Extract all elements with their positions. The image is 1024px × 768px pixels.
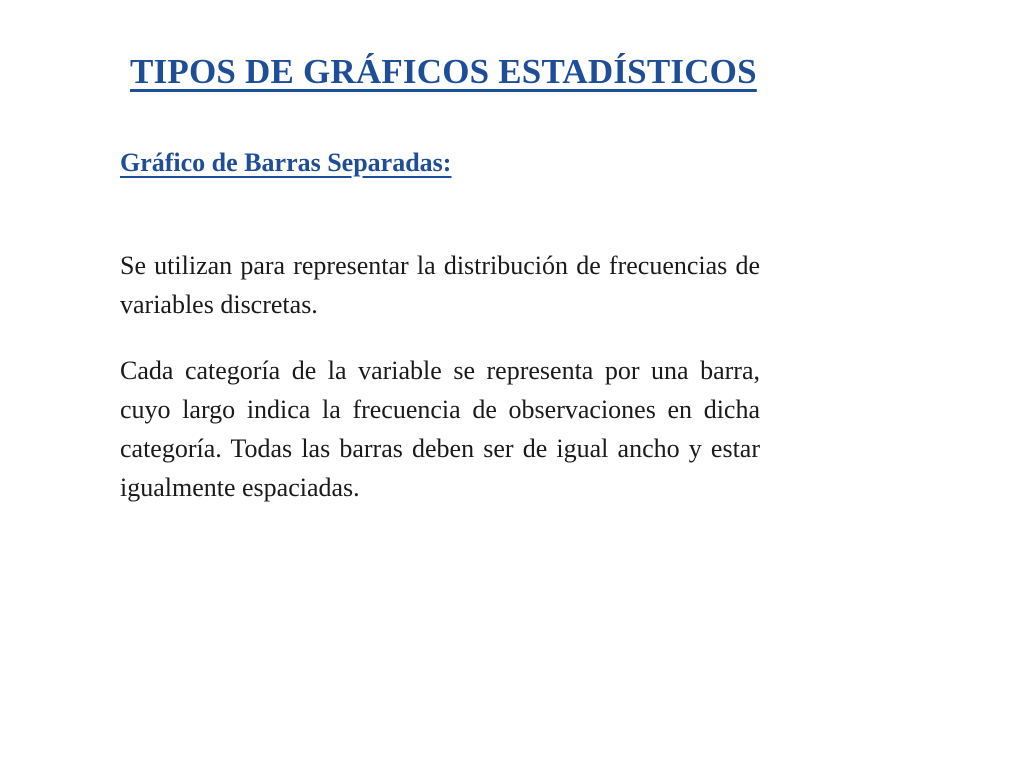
paragraph-description: Cada categoría de la variable se representa por una barra, cuyo largo indica la frecuencia de observaciones en dicha categoría. Todas las barras deben ser de igual ancho y estar igualmente espaciadas. bbox=[120, 356, 760, 502]
paragraph-definition: Se utilizan para representar la distribución de frecuencias de variables discretas. bbox=[120, 251, 760, 319]
slide-title: TIPOS DE GRÁFICOS ESTADÍSTICOS bbox=[130, 52, 757, 91]
section-subtitle: Gráfico de Barras Separadas: bbox=[120, 148, 452, 177]
